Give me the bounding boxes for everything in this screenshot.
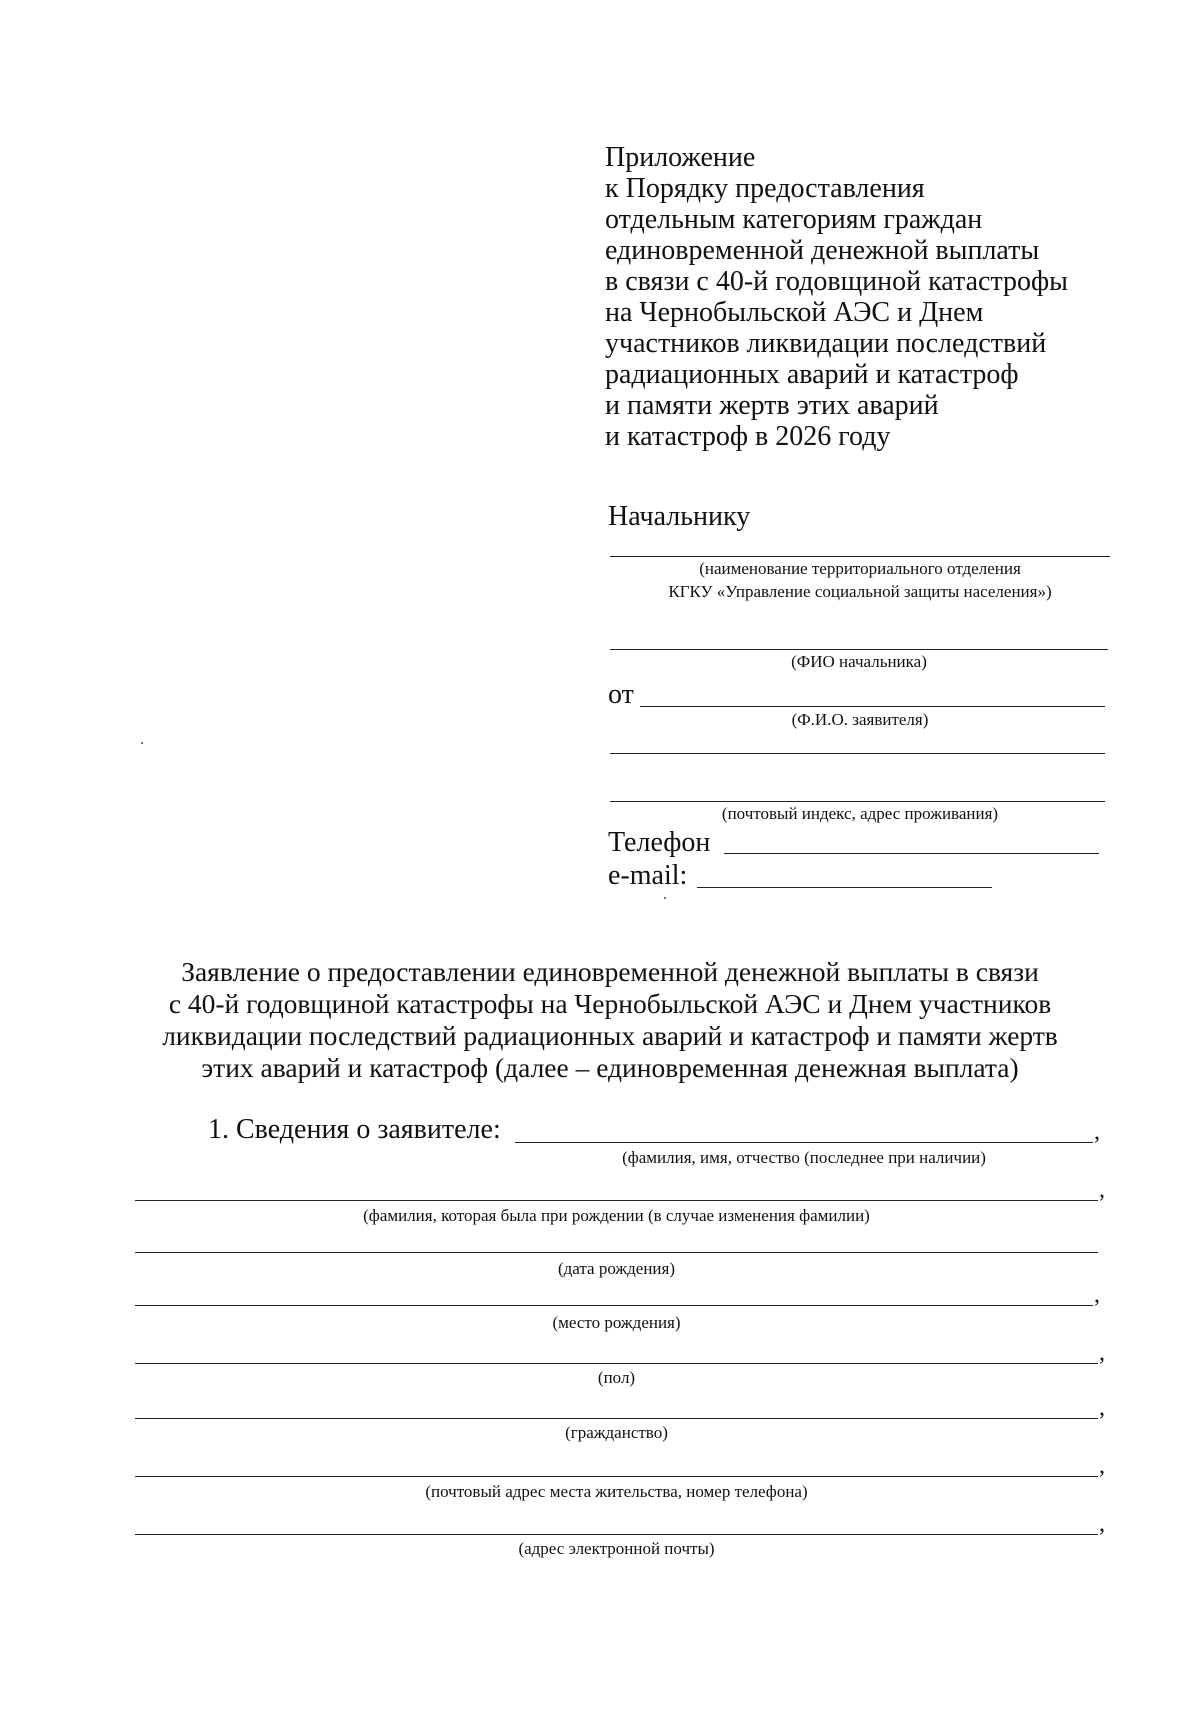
office-caption-2: КГКУ «Управление социальной защиты населения») bbox=[668, 582, 1052, 601]
appendix-line: и катастроф в 2026 году bbox=[605, 421, 891, 452]
appendix-line: в связи с 40-й годовщиной катастрофы bbox=[605, 266, 1068, 297]
birth-date-line[interactable] bbox=[135, 1252, 1098, 1253]
full-name-line[interactable] bbox=[515, 1142, 1093, 1143]
birth-place-caption: (место рождения) bbox=[552, 1313, 681, 1332]
field-comma: , bbox=[1099, 1395, 1105, 1421]
applicant-name-line[interactable] bbox=[640, 706, 1105, 707]
appendix-line: и памяти жертв этих аварий bbox=[605, 390, 939, 421]
email-address-line[interactable] bbox=[135, 1534, 1098, 1535]
title-line: этих аварий и катастроф (далее – единовременная денежная выплата) bbox=[201, 1052, 1019, 1083]
address-line-1[interactable] bbox=[610, 753, 1105, 754]
field-comma: , bbox=[1099, 1177, 1105, 1203]
full-name-caption: (фамилия, имя, отчество (последнее при наличии) bbox=[622, 1148, 986, 1167]
field-comma: , bbox=[1099, 1340, 1105, 1366]
scan-speck bbox=[664, 897, 666, 899]
birth-date-caption: (дата рождения) bbox=[557, 1259, 676, 1278]
appendix-line: на Чернобыльской АЭС и Днем bbox=[605, 297, 984, 328]
sex-caption: (пол) bbox=[597, 1368, 636, 1387]
field-comma: , bbox=[1094, 1282, 1100, 1308]
head-label: Начальнику bbox=[608, 501, 751, 532]
head-name-caption: (ФИО начальника) bbox=[791, 652, 927, 671]
appendix-header bbox=[605, 142, 1165, 452]
appendix-line: участников ликвидации последствий bbox=[605, 328, 1047, 359]
birth-place-line[interactable] bbox=[135, 1305, 1093, 1306]
applicant-caption: (Ф.И.О. заявителя) bbox=[791, 710, 929, 729]
appendix-line: Приложение bbox=[605, 142, 756, 173]
field-comma: , bbox=[1094, 1119, 1100, 1145]
address-caption: (почтовый индекс, адрес проживания) bbox=[721, 804, 999, 823]
title-line: Заявление о предоставлении единовременной денежной выплаты в связи bbox=[181, 956, 1039, 987]
applicant-info-heading: 1. Сведения о заявителе: bbox=[208, 1114, 501, 1145]
scan-speck bbox=[141, 742, 143, 744]
email-label: e-mail: bbox=[608, 860, 688, 891]
citizenship-line[interactable] bbox=[135, 1418, 1098, 1419]
postal-address-caption: (почтовый адрес места жительства, номер телефона) bbox=[425, 1482, 808, 1501]
from-label: от bbox=[608, 679, 634, 710]
birth-surname-line[interactable] bbox=[135, 1200, 1098, 1201]
address-line-2[interactable] bbox=[610, 801, 1105, 802]
office-name-line[interactable] bbox=[610, 556, 1110, 557]
statement-title bbox=[150, 956, 1070, 1084]
title-line: с 40-й годовщиной катастрофы на Чернобыльской АЭС и Днем участников bbox=[168, 988, 1052, 1019]
sex-line[interactable] bbox=[135, 1363, 1098, 1364]
field-comma: , bbox=[1099, 1453, 1105, 1479]
office-caption-1: (наименование территориального отделения bbox=[699, 559, 1021, 578]
head-name-line[interactable] bbox=[610, 649, 1108, 650]
title-line: ликвидации последствий радиационных аварий и катастроф и памяти жертв bbox=[162, 1020, 1058, 1051]
phone-label: Телефон bbox=[608, 827, 711, 858]
birth-surname-caption: (фамилия, которая была при рождении (в случае изменения фамилии) bbox=[363, 1206, 870, 1225]
appendix-line: к Порядку предоставления bbox=[605, 173, 925, 204]
postal-address-line[interactable] bbox=[135, 1476, 1098, 1477]
phone-line[interactable] bbox=[724, 853, 1099, 854]
appendix-line: единовременной денежной выплаты bbox=[605, 235, 1040, 266]
email-address-caption: (адрес электронной почты) bbox=[518, 1539, 715, 1558]
appendix-line: отдельным категориям граждан bbox=[605, 204, 983, 235]
citizenship-caption: (гражданство) bbox=[565, 1423, 668, 1442]
appendix-line: радиационных аварий и катастроф bbox=[605, 359, 1019, 390]
field-comma: , bbox=[1099, 1511, 1105, 1537]
email-line[interactable] bbox=[697, 887, 992, 888]
